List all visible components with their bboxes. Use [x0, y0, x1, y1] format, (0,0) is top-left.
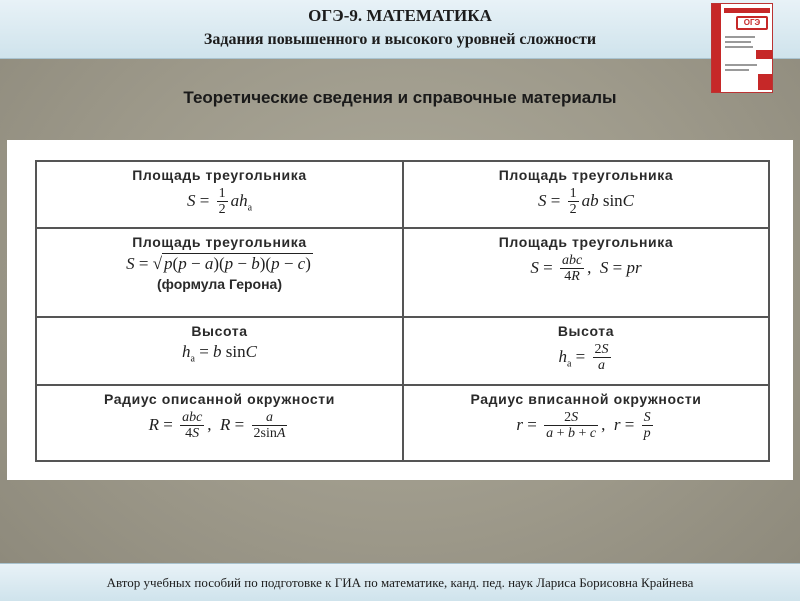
cell-heading: Радиус описанной окружности — [104, 391, 335, 407]
book-top-stripe — [724, 8, 770, 13]
book-text-line — [725, 64, 757, 66]
cell-heading: Высота — [557, 323, 615, 339]
footer-bar — [0, 563, 800, 601]
book-text-line — [725, 46, 753, 48]
formula-table — [35, 160, 770, 462]
book-year-badge — [756, 50, 772, 59]
book-logo: ОГЭ — [736, 16, 768, 30]
formula: $h_a$ = $\frac{2S}{a}$ — [558, 342, 609, 373]
formula-note: (формула Герона) — [156, 276, 282, 292]
author-credit: Автор учебных пособий по подготовке к ГИА по математике, канд. пед. наук Лариса Борисовна Крайнева — [106, 575, 694, 590]
book-cover-image — [711, 3, 773, 93]
cell-heading: Площадь треугольника — [132, 167, 307, 183]
table-cell — [403, 161, 769, 228]
book-text-line — [725, 36, 755, 38]
cell-heading: Высота — [191, 323, 248, 339]
formula: S = √ p(p − a)(p − b)(p − c) — [126, 254, 311, 273]
table-cell — [36, 317, 403, 385]
header-bar — [0, 0, 800, 59]
book-spine — [712, 4, 721, 92]
table-cell — [403, 385, 769, 461]
cell-heading: Радиус вписанной окружности — [470, 391, 702, 407]
table-cell — [36, 161, 403, 228]
slide-title: ОГЭ-9. МАТЕМАТИКА — [308, 6, 492, 25]
cell-heading: Площадь треугольника — [498, 234, 674, 250]
book-text-line — [725, 69, 749, 71]
cell-heading: Площадь треугольника — [132, 234, 307, 250]
table-cell — [403, 228, 769, 317]
table-cell — [36, 385, 403, 461]
formula: S = $\frac{\text{abc}}{4R}$ , S = pr — [530, 253, 642, 284]
table-row — [36, 385, 769, 461]
table-row — [36, 161, 769, 228]
content-panel — [7, 140, 793, 480]
table-cell — [36, 228, 403, 317]
formula: S = $\frac{1}{2}$ ab sinC — [537, 186, 635, 217]
section-title: Теоретические сведения и справочные материалы — [183, 88, 617, 107]
cell-heading: Площадь треугольника — [498, 167, 674, 183]
table-row — [36, 317, 769, 385]
formula: r = $\frac{2S}{a + b + c}$ , r = $\frac{S}{p}$ — [516, 410, 651, 441]
slide-subtitle: Задания повышенного и высокого уровней сложности — [203, 31, 597, 48]
formula: $h_a = b$ sinC — [182, 342, 257, 365]
book-text-line — [725, 41, 751, 43]
table-cell — [403, 317, 769, 385]
formula: S = $\frac{1}{2}$ $ah_a$ — [186, 186, 253, 217]
table-row — [36, 228, 769, 317]
formula: R = $\frac{\text{abc}}{4S}$ , R = $\frac{a}{2\sin A}$ — [148, 410, 286, 441]
